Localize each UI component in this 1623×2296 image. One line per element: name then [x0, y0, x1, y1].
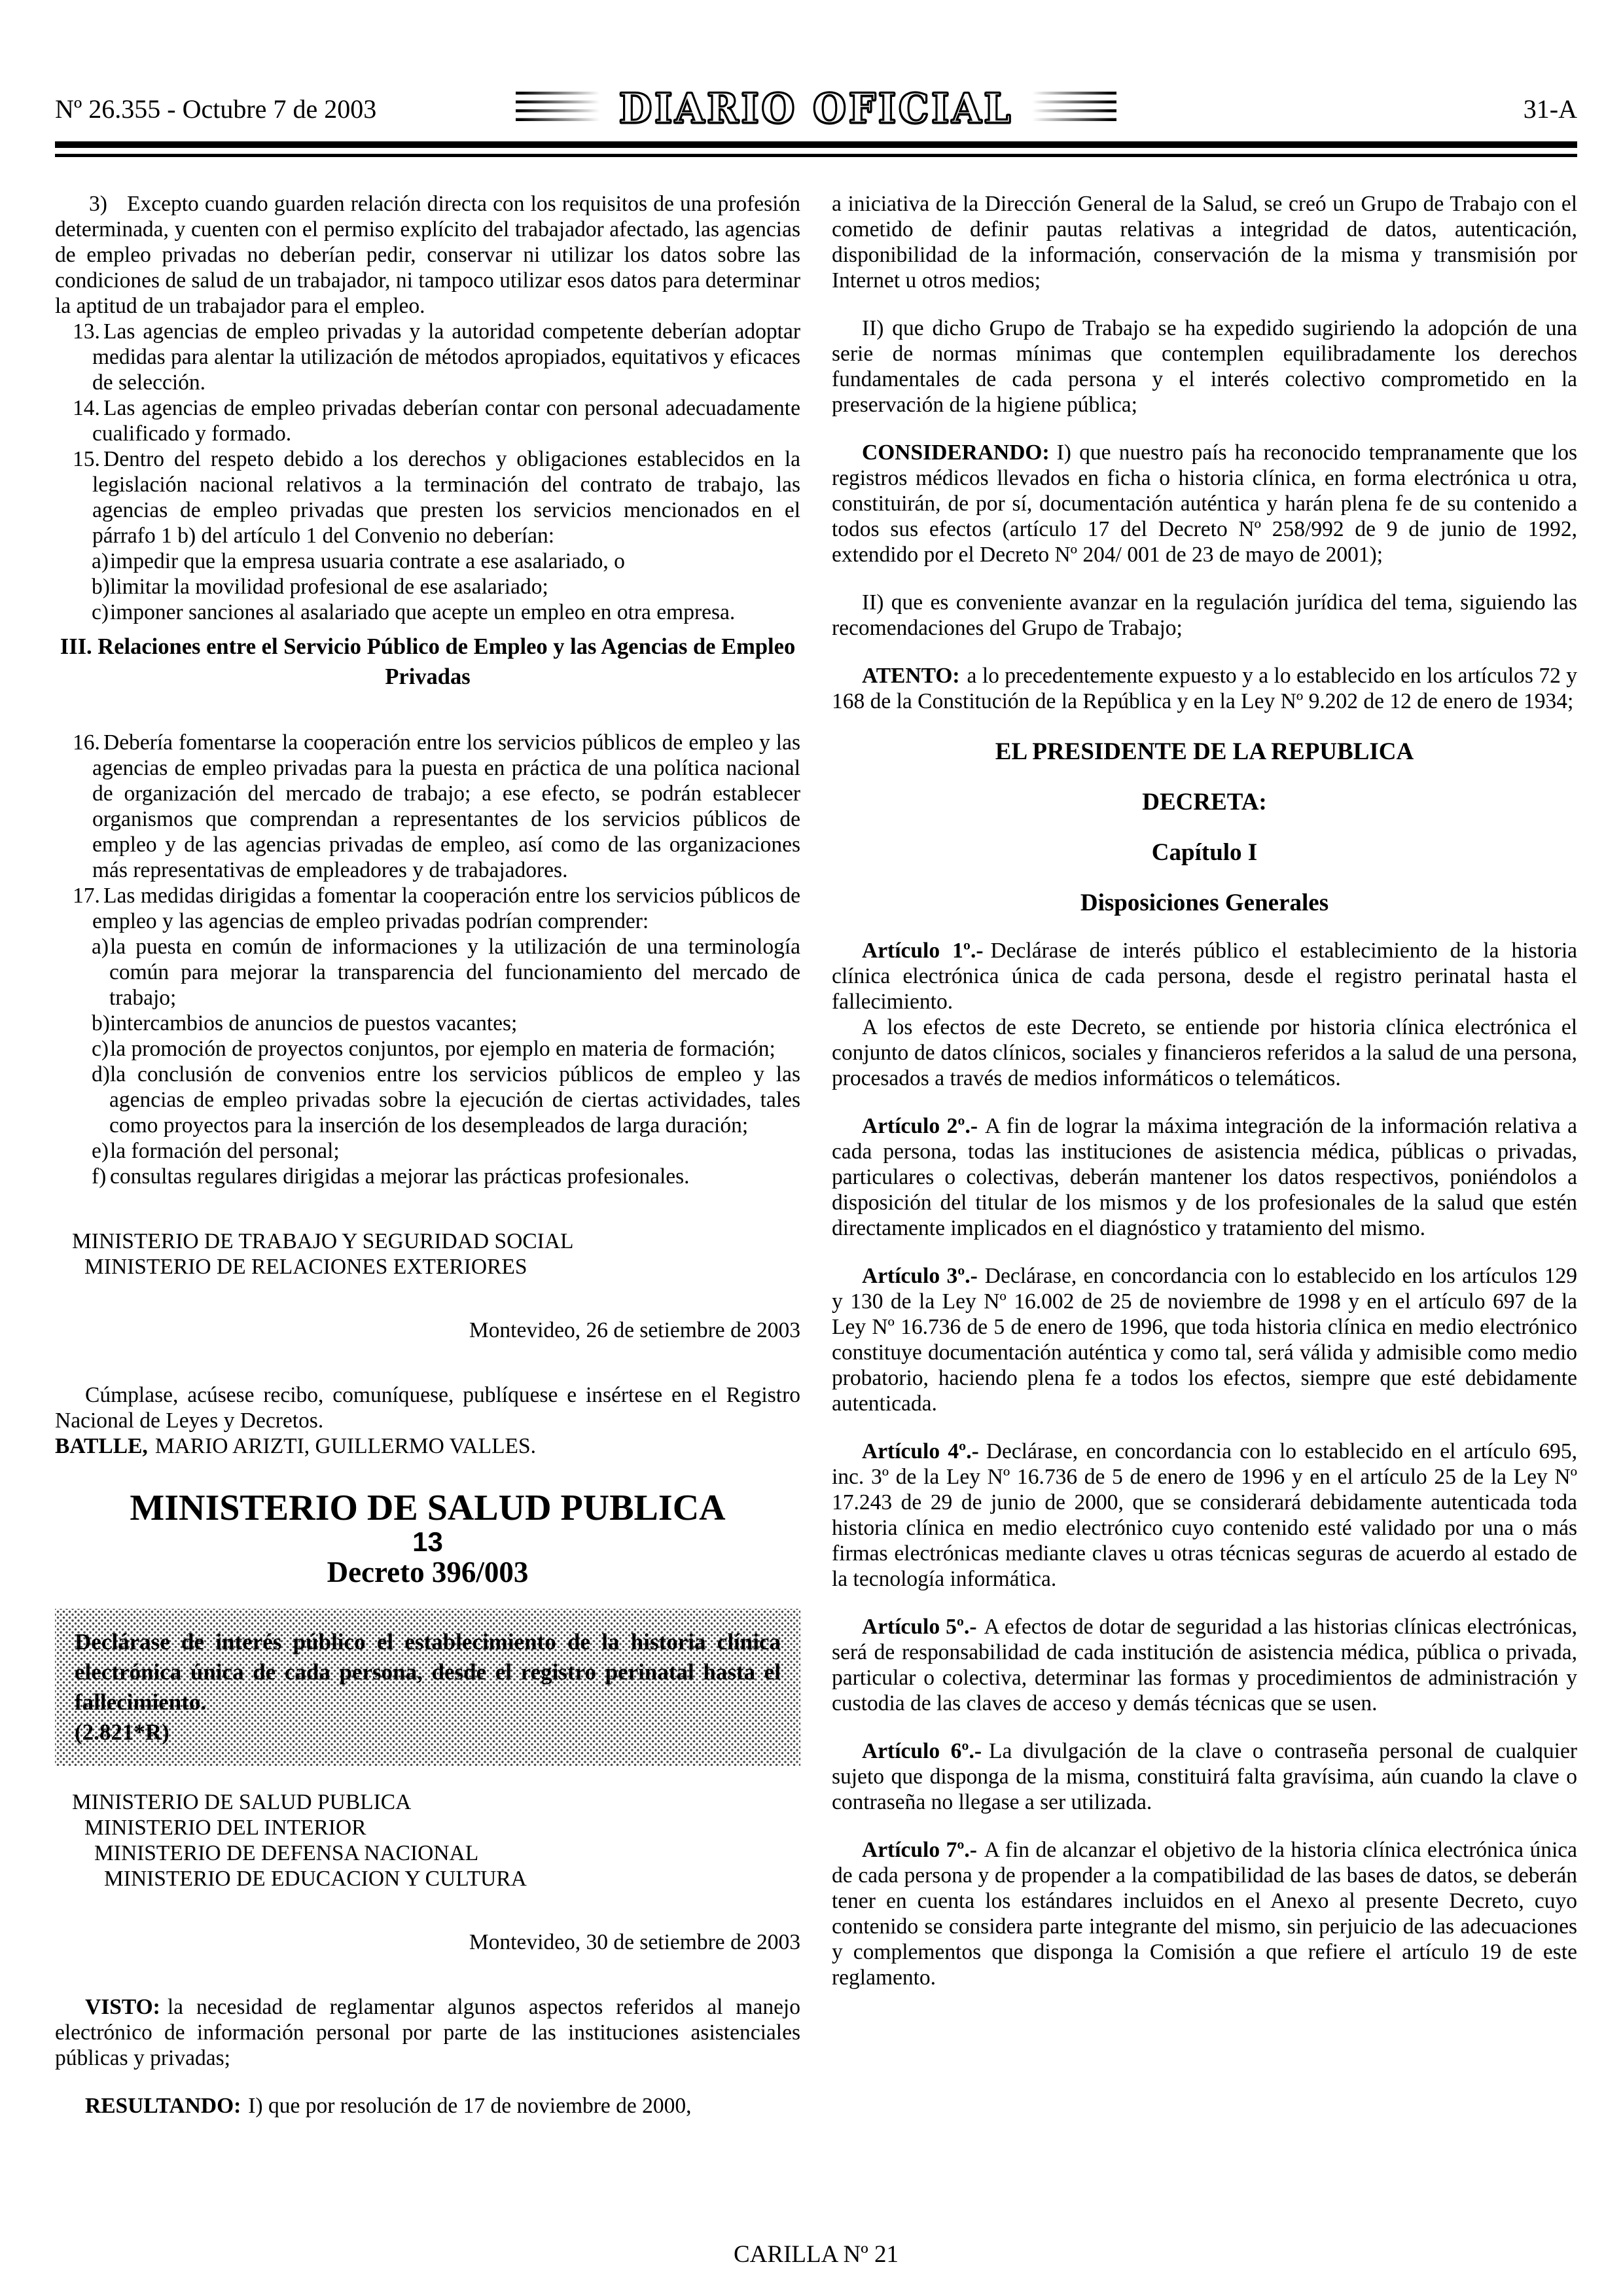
- sub-item-b: [92, 574, 800, 600]
- masthead-ornament-left: [516, 92, 607, 126]
- article-text: Declárase, en concordancia con lo establecido en los artículos 129 y 130 de la Ley Nº 16.002 de 25 de noviembre de 1998 y en el artículo 697 de la Ley Nº 16.736 de 5 de enero de 1996, que toda historia clínica en medio electrónico constituye documentación auténtica y como tal, será válida y admisible como medio probatorio, haciendo plena fe a todos los efectos, siempre que esté debidamente autenticada.: [832, 1264, 1578, 1416]
- summary-reference: (2.821*R): [75, 1719, 169, 1745]
- item-text: intercambios de anuncios de puestos vacantes;: [110, 1011, 518, 1035]
- considerando-paragraph: [832, 440, 1577, 567]
- article-5: [832, 1614, 1577, 1716]
- list-item-15: [73, 446, 800, 548]
- item-text: impedir que la empresa usuaria contrate a ese asalariado, o: [110, 549, 625, 573]
- article-label: Artículo 6º.-: [862, 1739, 982, 1763]
- item-marker: 3): [89, 192, 107, 216]
- considerando-ii-paragraph: II) que es conveniente avanzar en la regulación jurídica del tema, siguiendo las recomendaciones del Grupo de Trabajo;: [832, 590, 1577, 640]
- page-label: 31-A: [1523, 94, 1578, 124]
- item-marker: e): [92, 1139, 109, 1163]
- article-label: Artículo 7º.-: [862, 1838, 977, 1862]
- article-label: Artículo 2º.-: [862, 1114, 978, 1138]
- item-text: Las medidas dirigidas a fomentar la cooperación entre los servicios públicos de empleo y las agencias de empleo privadas podrían comprender:: [92, 884, 800, 933]
- decree-label: Decreto 396/003: [327, 1556, 529, 1588]
- item-marker: 14.: [73, 396, 100, 420]
- sub-item-c: [92, 600, 800, 625]
- item-text: Las agencias de empleo privadas y la autoridad competente deberían adoptar medidas para alentar la utilización de métodos apropiados, equitativos y eficaces de selección.: [92, 319, 800, 395]
- decree-summary-box: [55, 1609, 800, 1766]
- section-heading-iii: III. Relaciones entre el Servicio Público de Empleo y las Agencias de Empleo Privadas: [60, 634, 796, 689]
- article-label: Artículo 1º.-: [862, 939, 984, 963]
- item-marker: 16.: [73, 730, 100, 755]
- article-text: A fin de lograr la máxima integración de la información relativa a cada persona, todas las instituciones de asistencia médica, públicas o privadas, particulares o colectivas, deberán mantener los datos respectivos, poniéndolos a disposición del titular de los mismos y de los profesionales de la salud que estén directamente implicados en el diagnóstico y tratamiento del mismo.: [832, 1114, 1577, 1240]
- decree-sequence-number: 13: [412, 1526, 443, 1557]
- article-label: Artículo 3º.-: [862, 1264, 978, 1288]
- resultando-ii-paragraph: II) que dicho Grupo de Trabajo se ha expedido sugiriendo la adopción de una serie de normas mínimas que contemplen equilibradamente los derechos fundamentales de cada persona y el interés colectivo comprometido en la preservación de la higiene pública;: [832, 316, 1577, 417]
- sub-item-c: [92, 1036, 800, 1062]
- list-item-17: [73, 883, 800, 934]
- article-text: Declárase de interés público el establecimiento de la historia clínica electrónica única de cada persona, desde el registro perinatal hasta el fallecimiento.: [832, 939, 1578, 1014]
- visto-label: VISTO:: [85, 1995, 160, 2019]
- paragraph-item-3: [55, 191, 800, 319]
- sub-item-f: [92, 1164, 800, 1189]
- article-1: [832, 938, 1577, 1014]
- heading-decreta: DECRETA:: [1142, 789, 1267, 816]
- list-item-13: [73, 319, 800, 395]
- ornament-fade: [516, 92, 607, 126]
- sub-item-b: [92, 1011, 800, 1036]
- left-column: [55, 191, 800, 2119]
- article-text: La divulgación de la clave o contraseña personal de cualquier sujeto que disponga de la misma, constituirá falta gravísima, aún cuando la clave o contraseña no llegase a ser utilizada.: [832, 1739, 1577, 1814]
- item-marker: b): [92, 575, 110, 599]
- masthead-title: DIARIO OFICIAL: [618, 84, 1014, 133]
- item-text: la formación del personal;: [110, 1139, 340, 1163]
- resultando-text: I) que por resolución de 17 de noviembre de 2000,: [248, 2094, 692, 2118]
- ministry-line: MINISTERIO DEL INTERIOR: [84, 1816, 366, 1840]
- signature-rest: MARIO ARIZTI, GUILLERMO VALLES.: [154, 1434, 537, 1458]
- resultando-label: RESULTANDO:: [85, 2094, 241, 2118]
- item-text: limitar la movilidad profesional de ese asalariado;: [110, 575, 548, 599]
- item-marker: a): [92, 549, 109, 573]
- item-marker: c): [92, 600, 109, 624]
- item-text: consultas regulares dirigidas a mejorar las prácticas profesionales.: [110, 1164, 690, 1189]
- item-text: la promoción de proyectos conjuntos, por ejemplo en materia de formación;: [110, 1037, 776, 1061]
- item-marker: a): [92, 935, 109, 959]
- resultando-paragraph: [55, 2093, 800, 2119]
- sub-item-e: [92, 1138, 800, 1164]
- list-item-16: [73, 730, 800, 883]
- two-column-body: [55, 191, 1577, 2119]
- visto-paragraph: [55, 1994, 800, 2071]
- sub-item-a: [92, 934, 800, 1011]
- item-marker: b): [92, 1011, 110, 1035]
- item-marker: 17.: [73, 884, 100, 908]
- article-7: [832, 1837, 1577, 1990]
- continuation-paragraph: a iniciativa de la Dirección General de la Salud, se creó un Grupo de Trabajo con el cometido de definir pautas relativas a integridad de datos, autenticación, disponibilidad de la información, conservación de la misma y transmisión por Internet u otros medios;: [832, 192, 1577, 293]
- signature-name: BATLLE,: [55, 1434, 148, 1458]
- item-text: la conclusión de convenios entre los servicios públicos de empleo y las agencias de empleo privadas sobre la ejecución de ciertas actividades, tales como proyectos para la inserción de los desempleados de larga duración;: [109, 1062, 800, 1138]
- ministry-line: MINISTERIO DE DEFENSA NACIONAL: [94, 1841, 479, 1865]
- ministry-line: MINISTERIO DE SALUD PUBLICA: [72, 1790, 412, 1814]
- ministries-block-2: [55, 1789, 800, 1892]
- signature-line: [55, 1433, 800, 1459]
- article-2: [832, 1113, 1577, 1241]
- heading-capitulo: Capítulo I: [1151, 839, 1258, 866]
- item-marker: c): [92, 1037, 109, 1061]
- date-line: Montevideo, 26 de setiembre de 2003: [469, 1318, 800, 1342]
- list-item-14: [73, 395, 800, 446]
- item-text: Dentro del respeto debido a los derechos y obligaciones establecidos en la legislación nacional relativos a la terminación del contrato de trabajo, las agencias de empleo privadas que presten los servicios mencionados en el párrafo 1 b) del artículo 1 del Convenio no deberían:: [92, 447, 800, 548]
- visto-text: la necesidad de reglamentar algunos aspectos referidos al manejo electrónico de información personal por parte de las instituciones asistenciales públicas y privadas;: [55, 1995, 800, 2070]
- atento-paragraph: [832, 663, 1577, 714]
- item-marker: f): [92, 1164, 107, 1189]
- atento-label: ATENTO:: [862, 664, 960, 688]
- considerando-text: I) que nuestro país ha reconocido tempranamente que los registros médicos llevados en ficha o historia clínica, en forma electrónica u otra, constituirán, de por sí, documentación auténtica y harán plena fe de su contenido a todos sus efectos (artículo 17 del Decreto Nº 258/992 de 9 de junio de 1992, extendido por el Decreto Nº 204/ 001 de 23 de mayo de 2001);: [832, 440, 1577, 567]
- cumplase-paragraph: Cúmplase, acúsese recibo, comuníquese, publíquese e insértese en el Registro Nacional de Leyes y Decretos.: [55, 1383, 800, 1433]
- issue-number: Nº 26.355 - Octubre 7 de 2003: [55, 94, 377, 124]
- ministries-block-1: [55, 1229, 800, 1280]
- header-rule-thick: [55, 141, 1577, 148]
- article-label: Artículo 4º.-: [862, 1439, 979, 1463]
- heading-disposiciones: Disposiciones Generales: [1080, 889, 1329, 916]
- date-line: Montevideo, 30 de setiembre de 2003: [469, 1930, 800, 1954]
- page-header: [55, 86, 1577, 131]
- article-label: Artículo 5º.-: [862, 1615, 977, 1639]
- sub-item-d: [92, 1062, 800, 1138]
- article-1-continuation: A los efectos de este Decreto, se entiende por historia clínica electrónica el conjunto de datos clínicos, sociales y financieros referidos a la salud de una persona, procesados a través de medios informáticos o telemáticos.: [832, 1015, 1577, 1090]
- article-text: Declárase, en concordancia con lo establecido en el artículo 695, inc. 3º de la Ley Nº 16.736 de 5 de enero de 1996 y en el artículo 25 de la Ley Nº 17.243 de 29 de junio de 2000, que se considerará debidamente autenticada toda historia clínica en medio electrónico cuyo contenido esté validado por una o más firmas electrónicas mediante claves u otras técnicas seguras de acuerdo al estado de la tecnología informática.: [832, 1439, 1578, 1591]
- article-4: [832, 1439, 1577, 1592]
- item-text: imponer sanciones al asalariado que acepte un empleo en otra empresa.: [110, 600, 736, 624]
- ministry-line: MINISTERIO DE RELACIONES EXTERIORES: [84, 1255, 527, 1279]
- item-text: la puesta en común de informaciones y la utilización de una terminología común para mejorar la transparencia del funcionamiento del mercado de trabajo;: [109, 935, 800, 1010]
- item-marker: 13.: [73, 319, 100, 344]
- article-text: A fin de alcanzar el objetivo de la historia clínica electrónica única de cada persona y de propender a la compatibilidad de las bases de datos, se deberán tener en cuenta los estándares incluidos en el Anexo al presente Decreto, cuyo contenido se considera parte integrante del mismo, sin perjuicio de las adecuaciones y complementos que disponga la Comisión a que refiere el artículo 19 de este reglamento.: [832, 1838, 1578, 1990]
- ornament-fade: [1025, 92, 1116, 126]
- ministry-line: MINISTERIO DE EDUCACION Y CULTURA: [104, 1867, 527, 1891]
- summary-text: Declárase de interés público el establecimiento de la historia clínica electrónica única de cada persona, desde el registro perinatal hasta el fallecimiento.: [75, 1629, 781, 1715]
- heading-presidente: EL PRESIDENTE DE LA REPUBLICA: [995, 738, 1414, 765]
- article-6: [832, 1738, 1577, 1815]
- carilla-footer: CARILLA Nº 21: [734, 2241, 899, 2268]
- ministry-line: MINISTERIO DE TRABAJO Y SEGURIDAD SOCIAL: [72, 1229, 574, 1253]
- masthead: [516, 86, 1116, 131]
- item-text: Las agencias de empleo privadas deberían contar con personal adecuadamente cualificado y formado.: [92, 396, 800, 446]
- considerando-label: CONSIDERANDO:: [862, 440, 1050, 465]
- right-column: [832, 191, 1577, 2119]
- masthead-ornament-right: [1025, 92, 1116, 126]
- article-text: A efectos de dotar de seguridad a las historias clínicas electrónicas, será de responsabilidad de cada institución de asistencia médica, pública o privada, particular o colectiva, determinar las formas y procedimientos de administración y custodia de las claves de acceso y demás técnicas que se usen.: [832, 1615, 1577, 1715]
- item-marker: d): [92, 1062, 110, 1086]
- header-rule-thin: [55, 154, 1577, 157]
- ministry-salud-heading: MINISTERIO DE SALUD PUBLICA: [130, 1488, 726, 1528]
- item-text: Excepto cuando guarden relación directa con los requisitos de una profesión determinada, y cuenten con el permiso explícito del trabajador afectado, las agencias de empleo privadas no deberían pedir, conservar ni utilizar los datos sobre las condiciones de salud de un trabajador, ni tampoco utilizar esos datos para determinar la aptitud de un trabajador para el empleo.: [55, 192, 800, 318]
- atento-text: a lo precedentemente expuesto y a lo establecido en los artículos 72 y 168 de la Constitución de la República y en la Ley Nº 9.202 de 12 de enero de 1934;: [832, 664, 1577, 713]
- item-marker: 15.: [73, 447, 100, 471]
- article-3: [832, 1263, 1577, 1416]
- sub-item-a: [92, 548, 800, 574]
- item-text: Debería fomentarse la cooperación entre los servicios públicos de empleo y las agencias de empleo privadas para la puesta en práctica de una política nacional de organización del mercado de trabajo; a ese efecto, se podrán establecer organismos que comprendan a representantes de los servicios públicos de empleo y de las agencias privadas de empleo, así como de las organizaciones más representativas de empleadores y de trabajadores.: [92, 730, 800, 882]
